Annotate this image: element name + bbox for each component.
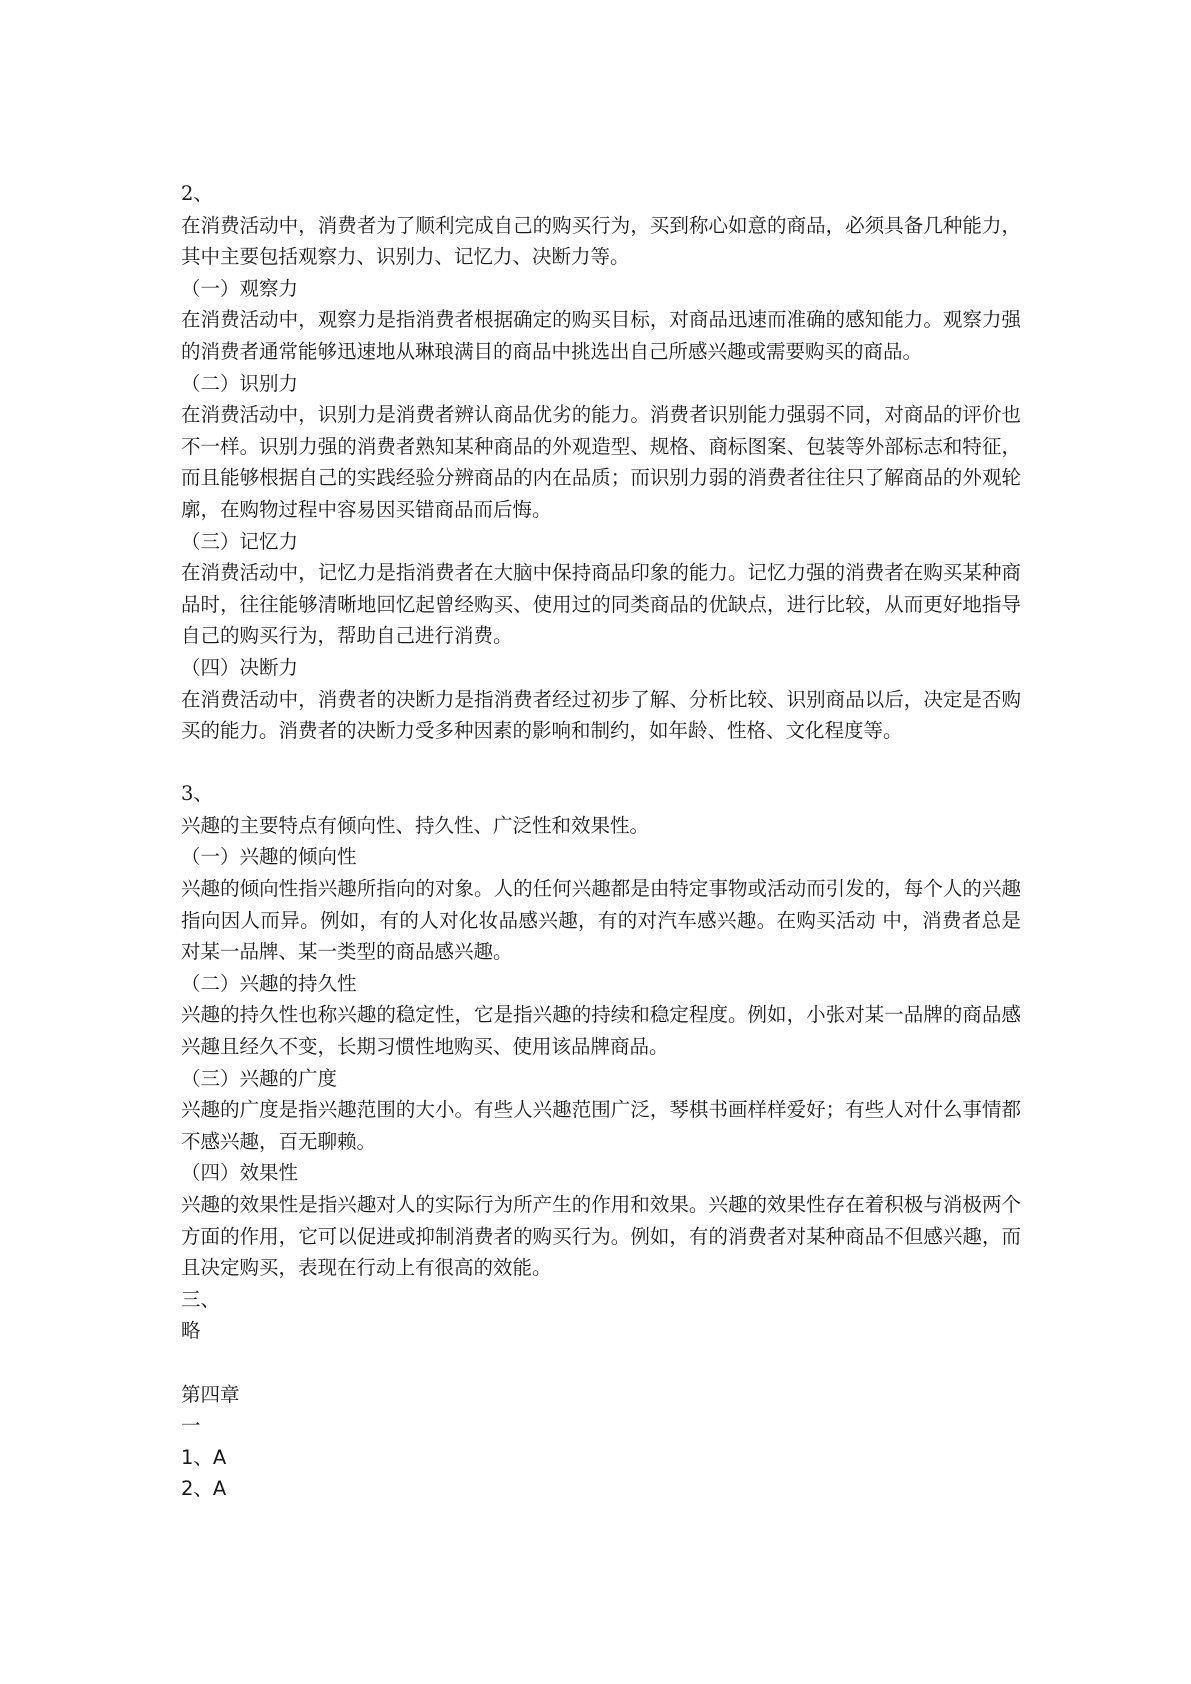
blank-line	[181, 747, 1021, 779]
answer-item: 1、A	[181, 1445, 227, 1469]
question-number: 3、	[181, 782, 213, 806]
section-heading: （四）决断力	[181, 655, 299, 679]
section-heading: （四）效果性	[181, 1161, 299, 1185]
section-heading: （一）观察力	[181, 276, 299, 300]
question-number: 2、	[181, 182, 213, 205]
section-number: 一	[181, 1414, 201, 1438]
paragraph: 在消费活动中，观察力是指消费者根据确定的购买目标，对商品迅速而准确的感知能力。观察力强的消费者通常能够迅速地从琳琅满目的商品中挑选出自己所感兴趣或需要购买的商品。	[181, 308, 1021, 363]
paragraph: 兴趣的广度是指兴趣范围的大小。有些人兴趣范围广泛，琴棋书画样样爱好；有些人对什么事情都不感兴趣，百无聊赖。	[181, 1098, 1021, 1153]
section-heading: （三）兴趣的广度	[181, 1066, 338, 1090]
part-number: 三、	[181, 1287, 221, 1311]
paragraph: 在消费活动中，消费者为了顺利完成自己的购买行为，买到称心如意的商品，必须具备几种能力，其中主要包括观察力、识别力、记忆力、决断力等。	[181, 213, 1021, 269]
blank-line	[181, 1347, 1021, 1379]
document-page	[181, 178, 1021, 1505]
paragraph: 兴趣的效果性是指兴趣对人的实际行为所产生的作用和效果。兴趣的效果性存在着积极与消极两个方面的作用，它可以促进或抑制消费者的购买行为。例如，有的消费者对某种商品不但感兴趣，而且决定购买，表现在行动上有很高的效能。	[181, 1193, 1021, 1280]
section-heading: （三）记忆力	[181, 529, 299, 553]
paragraph: 兴趣的持久性也称兴趣的稳定性，它是指兴趣的持续和稳定程度。例如，小张对某一品牌的商品感兴趣且经久不变，长期习惯性地购买、使用该品牌商品。	[181, 1003, 1021, 1059]
paragraph: 在消费活动中，记忆力是指消费者在大脑中保持商品印象的能力。记忆力强的消费者在购买某种商品时，往往能够清晰地回忆起曾经购买、使用过的同类商品的优缺点，进行比较，从而更好地指导自己的购买行为，帮助自己进行消费。	[181, 561, 1021, 648]
section-heading: （一）兴趣的倾向性	[181, 845, 357, 869]
paragraph: 在消费活动中，消费者的决断力是指消费者经过初步了解、分析比较、识别商品以后，决定是否购买的能力。消费者的决断力受多种因素的影响和制约，如年龄、性格、文化程度等。	[181, 687, 1021, 743]
section-heading: （二）识别力	[181, 371, 299, 395]
chapter-title: 第四章	[181, 1382, 240, 1406]
paragraph: 在消费活动中，识别力是消费者辨认商品优劣的能力。消费者识别能力强弱不同，对商品的评价也不一样。识别力强的消费者熟知某种商品的外观造型、规格、商标图案、包装等外部标志和特征，而且能够根据自己的实践经验分辨商品的内在品质；而识别力弱的消费者往往只了解商品的外观轮廓，在购物过程中容易因买错商品而后悔。	[181, 403, 1021, 521]
paragraph: 兴趣的倾向性指兴趣所指向的对象。人的任何兴趣都是由特定事物或活动而引发的，每个人的兴趣指向因人而异。例如，有的人对化妆品感兴趣，有的对汽车感兴趣。在购买活动 中，消费者总是对某一品牌、某一类型的商品感兴趣。	[181, 877, 1021, 964]
paragraph: 兴趣的主要特点有倾向性、持久性、广泛性和效果性。	[181, 813, 650, 837]
answer-item: 2、A	[181, 1477, 227, 1501]
answer-text: 略	[181, 1319, 201, 1343]
section-heading: （二）兴趣的持久性	[181, 971, 357, 995]
